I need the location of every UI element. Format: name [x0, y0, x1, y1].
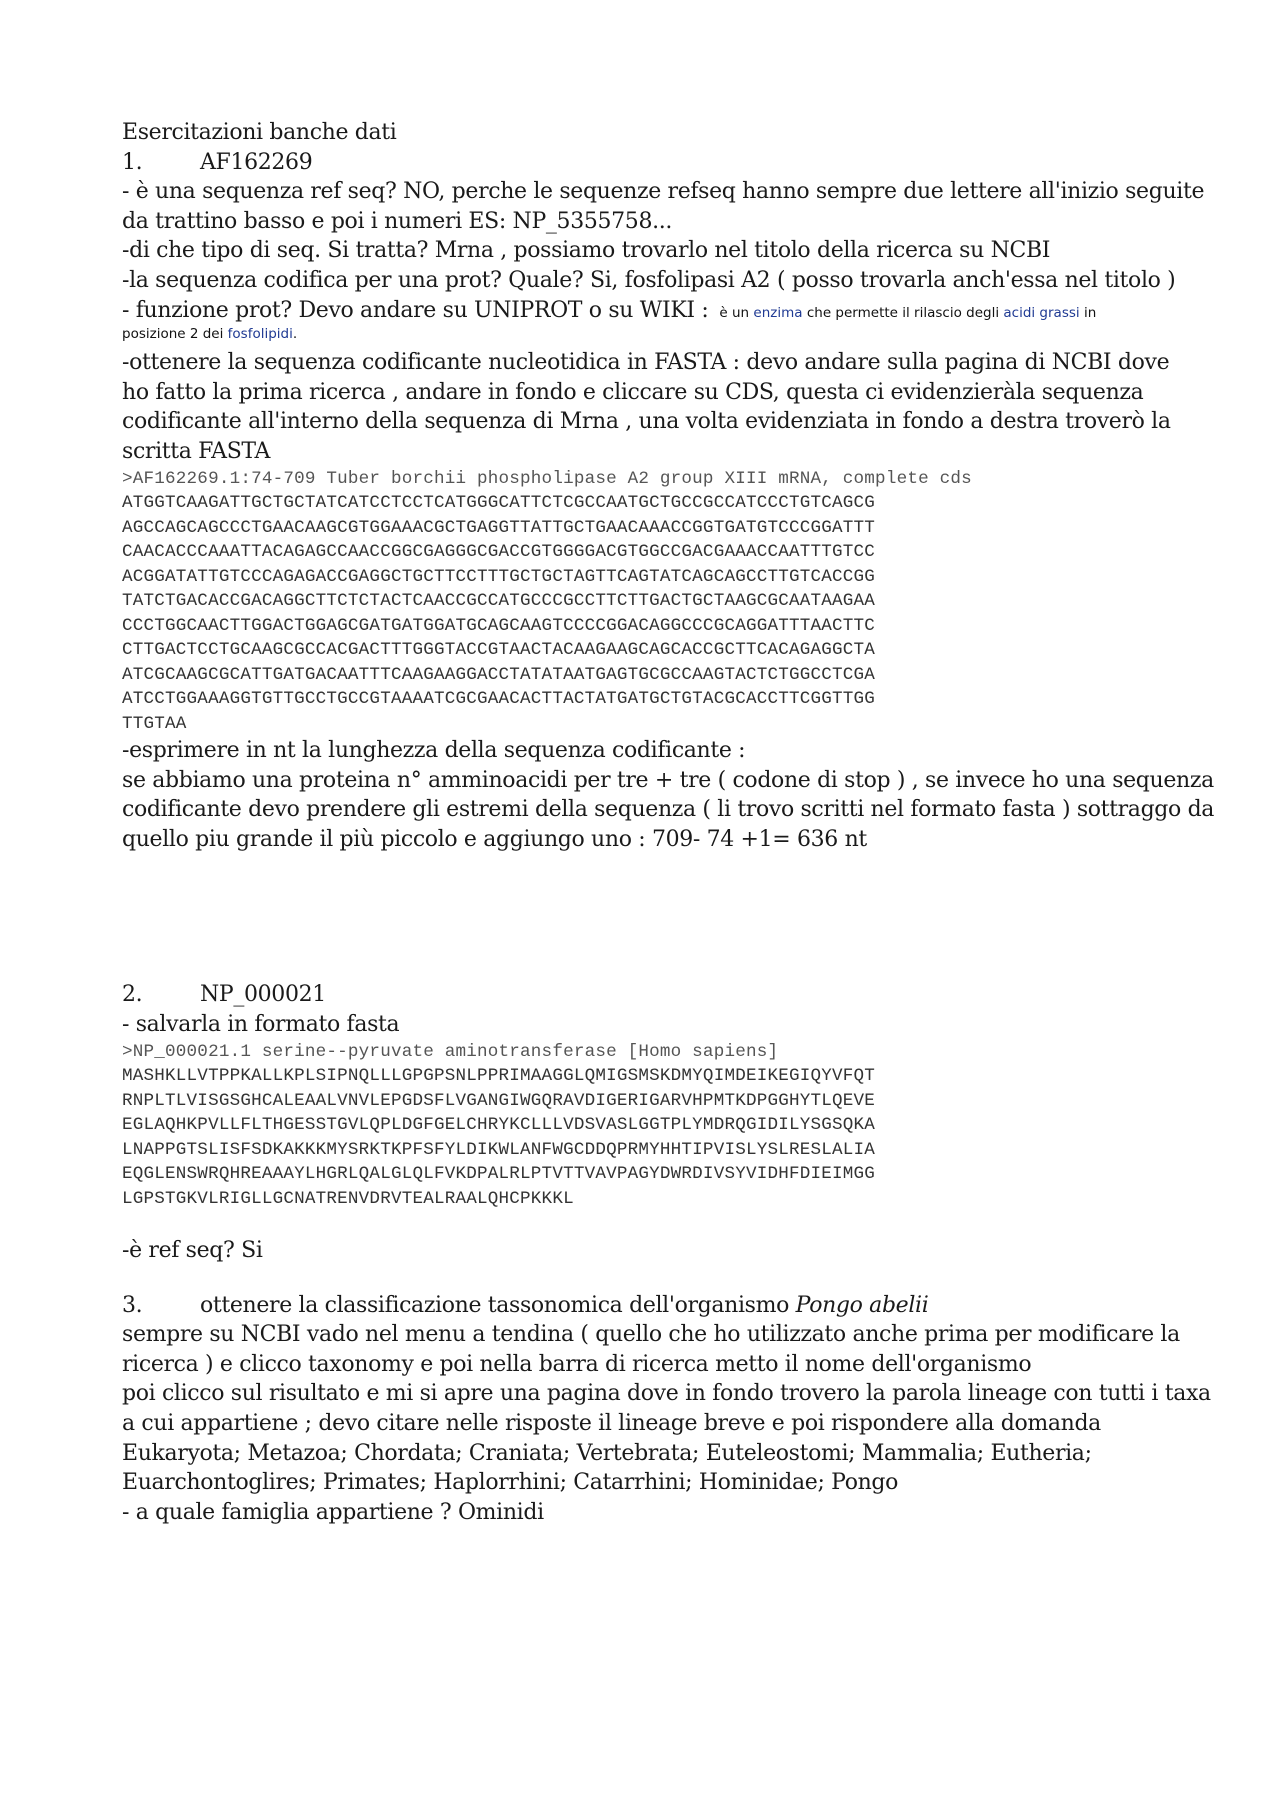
exercise-1-number: 1. — [122, 149, 143, 175]
spacer — [122, 854, 1182, 980]
fasta-line: EQGLENSWRQHREAAAYLHGRLQALGLQLFVKDPALRLPTVTTVAVPAGYDWRDIVSYVIDHFDIEIMGG — [122, 1164, 876, 1185]
ex1-function-wiki-text: è un enzima che permette il rilascio degli acidi grassi in — [719, 304, 1097, 321]
ex2-save-fasta: - salvarla in formato fasta — [122, 1012, 400, 1037]
exercise-2-id: NP_000021 — [200, 982, 326, 1008]
exercise-3-heading — [122, 1291, 1182, 1321]
fasta-line: ATCCTGGAAAGGTGTTGCCTGCCGTAAAATCGCGAACACTTACTATGATGCTGTACGCACCTTCGGTTGG — [122, 689, 876, 710]
link-fosfolipidi[interactable]: fosfolipidi — [227, 326, 293, 343]
fasta-line: RNPLTLVISGSGHCALEAALVNVLEPGDSFLVGANGIWGQRAVDIGERIGARVHPMTKDPGGHYTLQEVE — [122, 1090, 876, 1111]
ex1-refseq-answer: da trattino basso e poi i numeri ES: NP_5355758... — [122, 208, 673, 234]
fasta-line: TATCTGACACCGACAGGCTTCTCTACTCAACCGCCATGCCCGCCTTCTTGACTGCTAAGCGCAATAAGAA — [122, 591, 876, 612]
ex1-fasta-header: >AF162269.1:74-709 Tuber borchii phospholipase A2 group XIII mRNA, complete cds — [122, 468, 972, 489]
ex1-function-question: - funzione prot? Devo andare su UNIPROT o su WIKI : — [122, 297, 709, 323]
ex1-length-answer-3: quello piu grande il più piccolo e aggiungo uno : 709- 74 +1= 636 nt — [122, 826, 867, 852]
fasta-line: ACGGATATTGTCCCAGAGACCGAGGCTGCTTCCTTTGCTGCTAGTTCAGTATCAGCAGCCTTGTCACCGG — [122, 566, 876, 587]
fasta-line: CTTGACTCCTGCAAGCGCCACGACTTTGGGTACCGTAACTACAAGAAGCAGCACCGCTTCACAGAGGCTA — [122, 640, 876, 661]
exercise-3-title: ottenere la classificazione tassonomica dell'organismo — [200, 1292, 789, 1318]
exercise-3-number: 3. — [122, 1292, 143, 1318]
exercise-2-number: 2. — [122, 982, 143, 1008]
ex1-length-question: -esprimere in nt la lunghezza della sequenza codificante : — [122, 738, 746, 764]
ex3-text-2: ricerca ) e clicco taxonomy e poi nella barra di ricerca metto il nome dell'organismo — [122, 1351, 1032, 1377]
spacer — [122, 1266, 1182, 1291]
ex1-refseq-question: - è una sequenza ref seq? NO, perche le sequenze refseq hanno sempre due lettere all'inizio seguite — [122, 179, 1205, 205]
ex1-fasta-instructions-2: ho fatto la prima ricerca , andare in fondo e cliccare su CDS, questa ci evidenzieràla sequenza — [122, 379, 1144, 405]
exercise-1-id: AF162269 — [200, 149, 313, 175]
spacer — [122, 1211, 1182, 1236]
link-enzima[interactable]: enzima — [753, 304, 803, 321]
ex1-fasta-instructions-4: scritta FASTA — [122, 438, 271, 464]
exercise-1-heading — [122, 148, 1182, 178]
ex1-protein-coded: -la sequenza codifica per una prot? Quale? Si, fosfolipasi A2 ( posso trovarla anch'essa nel titolo ) — [122, 267, 1176, 293]
ex1-seq-type: -di che tipo di seq. Si tratta? Mrna , possiamo trovarlo nel titolo della ricerca su NCBI — [122, 238, 1051, 264]
ex3-lineage-2: Euarchontoglires; Primates; Haplorrhini; Catarrhini; Hominidae; Pongo — [122, 1470, 899, 1496]
ex2-fasta-header: >NP_000021.1 serine--pyruvate aminotransferase [Homo sapiens] — [122, 1041, 779, 1062]
fasta-line: TTGTAA — [122, 713, 187, 734]
fasta-line: ATCGCAAGCGCATTGATGACAATTTCAAGAAGGACCTATATAATGAGTGCGCCAAGTACTCTGGCCTCGA — [122, 664, 876, 685]
fasta-line: CCCTGGCAACTTGGACTGGAGCGATGATGGATGCAGCAAGTCCCCGGACAGGCCCGCAGGATTTAACTTC — [122, 615, 876, 636]
ex1-fasta-instructions-3: codificante all'interno della sequenza di Mrna , una volta evidenziata in fondo a destra troverò la — [122, 409, 1171, 435]
fasta-line: CAACACCCAAATTACAGAGCCAACCGGCGAGGGCGACCGTGGGGACGTGGCCGACGAAACCAATTTGTCC — [122, 542, 876, 563]
document-body — [122, 118, 1215, 1527]
fasta-line: ATGGTCAAGATTGCTGCTATCATCCTCCTCATGGGCATTCTCGCCAATGCTGCCGCCATCCCTGTCAGCG — [122, 493, 876, 514]
ex1-fasta-sequence — [122, 491, 1182, 736]
ex2-fasta-sequence — [122, 1064, 1182, 1211]
fasta-line: AGCCAGCAGCCCTGAACAAGCGTGGAAACGCTGAGGTTATTGCTGAACAAACCGGTGATGTCCCGGATTT — [122, 517, 876, 538]
fasta-line: LNAPPGTSLISFSDKAKKKMYSRKTKPFSFYLDIKWLANFWGCDDQPRMYHHTIPVISLYSLRESLALIA — [122, 1139, 876, 1160]
ex1-function-wiki-continuation: posizione 2 dei fosfolipidi. — [122, 326, 298, 343]
ex3-lineage-1: Eukaryota; Metazoa; Chordata; Craniata; Vertebrata; Euteleostomi; Mammalia; Eutheria; — [122, 1440, 1092, 1466]
fasta-line: MASHKLLVTPPKALLKPLSIPNQLLLGPGPSNLPPRIMAAGGLQMIGSMSKDMYQIMDEIKEGIQYVFQT — [122, 1066, 876, 1087]
ex3-text-4: a cui appartiene ; devo citare nelle risposte il lineage breve e poi rispondere alla domanda — [122, 1411, 1101, 1437]
ex2-refseq-question: -è ref seq? Si — [122, 1238, 263, 1264]
exercise-2-heading — [122, 980, 1182, 1010]
fasta-line: EGLAQHKPVLLFLTHGESSTGVLQPLDGFGELCHRYKCLLLVDSVASLGGTPLYMDRQGIDILYSGSQKA — [122, 1115, 876, 1136]
ex1-length-answer-1: se abbiamo una proteina n° amminoacidi per tre + tre ( codone di stop ) , se invece ho una sequenza — [122, 767, 1214, 793]
ex1-length-answer-2: codificante devo prendere gli estremi della sequenza ( li trovo scritti nel formato fasta ) sottraggo da — [122, 797, 1215, 823]
fasta-line: LGPSTGKVLRIGLLGCNATRENVDRVTEALRAALQHCPKKKL — [122, 1188, 574, 1209]
ex1-fasta-instructions-1: -ottenere la sequenza codificante nucleotidica in FASTA : devo andare sulla pagina di NCBI dove — [122, 350, 1170, 376]
link-acidi-grassi[interactable]: acidi grassi — [1003, 304, 1080, 321]
document-title: Esercitazioni banche dati — [122, 120, 397, 145]
exercise-3-organism: Pongo abelii — [795, 1292, 929, 1318]
ex3-text-3: poi clicco sul risultato e mi si apre una pagina dove in fondo trovero la parola lineage con tutti i taxa — [122, 1381, 1211, 1407]
ex3-family-question: - a quale famiglia appartiene ? Ominidi — [122, 1499, 544, 1525]
ex3-text-1: sempre su NCBI vado nel menu a tendina ( quello che ho utilizzato anche prima per modificare la — [122, 1322, 1180, 1348]
